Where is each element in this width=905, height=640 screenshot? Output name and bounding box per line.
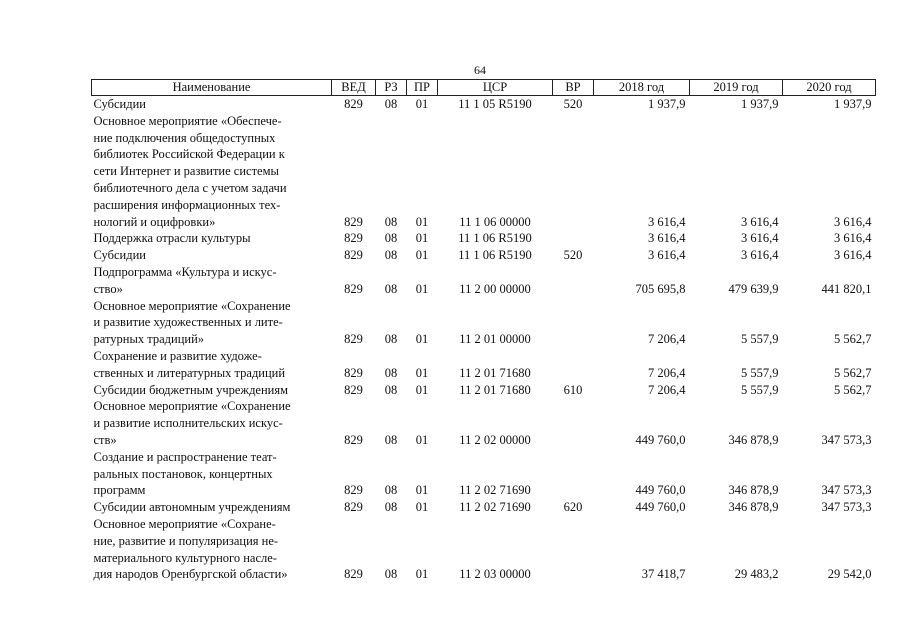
row-pr: 01 <box>415 214 429 229</box>
row-2020: 5 562,7 <box>834 365 872 380</box>
row-csr: 11 2 01 71680 <box>459 382 531 397</box>
col-header-pr: ПР <box>407 80 438 96</box>
row-pr: 01 <box>415 500 429 515</box>
row-vr: 620 <box>563 500 583 515</box>
row-ved: 829 <box>344 483 363 498</box>
row-2020: 29 542,0 <box>827 567 872 582</box>
col-header-rz: РЗ <box>376 80 407 96</box>
table-row <box>92 298 876 348</box>
row-rz: 08 <box>384 365 398 380</box>
row-name: Основное мероприятие «Сохранение и развитие художественных и лите- ратурных традиций» <box>93 298 291 347</box>
row-rz: 08 <box>384 214 398 229</box>
row-pr: 01 <box>415 567 429 582</box>
row-2020: 347 573,3 <box>821 500 872 515</box>
row-2019: 5 557,9 <box>741 332 779 347</box>
row-csr: 11 2 02 71690 <box>459 500 531 515</box>
row-csr: 11 1 05 R5190 <box>458 97 532 111</box>
row-csr: 11 1 06 00000 <box>459 214 531 229</box>
row-name: Сохранение и развитие художе- ственных и литературных традиций <box>93 348 286 380</box>
row-vr <box>553 230 594 247</box>
row-pr: 01 <box>415 365 429 380</box>
row-2019: 3 616,4 <box>741 248 779 263</box>
row-csr: 11 2 02 00000 <box>459 432 531 447</box>
row-2018: 705 695,8 <box>635 281 686 296</box>
row-2018: 3 616,4 <box>648 231 686 246</box>
row-2020: 347 573,3 <box>821 432 872 447</box>
row-vr: 610 <box>563 382 583 397</box>
row-2018: 7 206,4 <box>648 365 686 380</box>
row-2018: 7 206,4 <box>648 382 686 397</box>
col-header-2019: 2019 год <box>690 80 783 96</box>
table-row <box>92 230 876 247</box>
table-row <box>92 499 876 516</box>
row-2020: 347 573,3 <box>821 483 872 498</box>
row-pr: 01 <box>415 332 429 347</box>
row-pr: 01 <box>415 432 429 447</box>
row-rz: 08 <box>384 432 398 447</box>
row-ved: 829 <box>344 281 363 296</box>
row-name: Субсидии <box>93 97 146 111</box>
row-2018: 449 760,0 <box>635 500 686 515</box>
row-2019: 3 616,4 <box>741 231 779 246</box>
table-row <box>92 264 876 298</box>
row-ved: 829 <box>344 231 363 246</box>
col-header-2018: 2018 год <box>594 80 690 96</box>
row-2019: 1 937,9 <box>741 97 779 111</box>
row-2019: 479 639,9 <box>728 281 779 296</box>
row-vr <box>553 348 594 382</box>
row-rz: 08 <box>384 382 398 397</box>
row-ved: 829 <box>344 382 363 397</box>
row-vr <box>553 264 594 298</box>
row-vr: 520 <box>563 97 583 111</box>
row-2019: 5 557,9 <box>741 382 779 397</box>
row-pr: 01 <box>415 97 429 111</box>
page-number: 64 <box>474 63 486 77</box>
row-2020: 3 616,4 <box>834 214 872 229</box>
col-header-ved: ВЕД <box>332 80 376 96</box>
row-ved: 829 <box>344 97 363 111</box>
row-name: Подпрограмма «Культура и искус- ство» <box>93 264 277 296</box>
row-2019: 3 616,4 <box>741 214 779 229</box>
row-name: Субсидии бюджетным учреждениям <box>93 382 289 397</box>
row-2019: 346 878,9 <box>728 500 779 515</box>
row-ved: 829 <box>344 332 363 347</box>
row-name: Субсидии автономным учреждениям <box>93 500 291 515</box>
row-csr: 11 2 01 00000 <box>459 332 531 347</box>
table-row <box>92 382 876 399</box>
row-vr <box>553 516 594 583</box>
row-csr: 11 1 06 R5190 <box>458 248 532 263</box>
row-rz: 08 <box>384 231 398 246</box>
row-ved: 829 <box>344 365 363 380</box>
row-name: Субсидии <box>93 248 146 263</box>
row-2020: 3 616,4 <box>834 231 872 246</box>
row-2018: 1 937,9 <box>648 97 686 111</box>
row-rz: 08 <box>384 97 398 111</box>
table-row <box>92 348 876 382</box>
row-2020: 5 562,7 <box>834 382 872 397</box>
row-2018: 37 418,7 <box>641 567 686 582</box>
row-csr: 11 2 01 71680 <box>459 365 531 380</box>
row-rz: 08 <box>384 567 398 582</box>
row-2018: 449 760,0 <box>635 432 686 447</box>
row-2020: 5 562,7 <box>834 332 872 347</box>
row-2020: 1 937,9 <box>834 97 872 111</box>
row-ved: 829 <box>344 500 363 515</box>
table-row <box>92 516 876 583</box>
row-ved: 829 <box>344 432 363 447</box>
row-2018: 3 616,4 <box>648 214 686 229</box>
row-2019: 346 878,9 <box>728 483 779 498</box>
table-row <box>92 113 876 231</box>
table-row <box>92 398 876 448</box>
row-vr <box>553 449 594 499</box>
row-pr: 01 <box>415 382 429 397</box>
row-name: Поддержка отрасли культуры <box>93 231 251 246</box>
col-header-2020: 2020 год <box>783 80 876 96</box>
row-ved: 829 <box>344 214 363 229</box>
row-vr: 520 <box>563 248 583 263</box>
table-header <box>92 80 876 96</box>
row-ved: 829 <box>344 567 363 582</box>
col-header-vr: ВР <box>553 80 594 96</box>
row-ved: 829 <box>344 248 363 263</box>
row-2020: 3 616,4 <box>834 248 872 263</box>
row-name: Создание и распространение теат- ральных постановок, концертных программ <box>93 449 277 498</box>
table-row <box>92 247 876 264</box>
row-csr: 11 1 06 R5190 <box>458 231 532 246</box>
row-name: Основное мероприятие «Сохранение и развитие исполнительских искус- ств» <box>93 399 291 447</box>
row-name: Основное мероприятие «Обеспече- ние подключения общедоступных библиотек Российской Федерации к сети Интернет и развитие системы библиотечного дела с учетом задачи расширения информационных тех- нологий и оцифровки» <box>93 113 287 229</box>
row-vr <box>553 398 594 448</box>
row-2018: 449 760,0 <box>635 483 686 498</box>
row-name: Основное мероприятие «Сохране- ние, развитие и популяризация не- материального культурного насле- дия народов Оренбургской области» <box>93 516 288 582</box>
budget-table <box>91 79 876 583</box>
col-header-name: Наименование <box>92 80 332 96</box>
row-csr: 11 2 00 00000 <box>459 281 531 296</box>
row-pr: 01 <box>415 483 429 498</box>
row-vr <box>553 113 594 231</box>
row-vr <box>553 298 594 348</box>
row-2019: 5 557,9 <box>741 365 779 380</box>
row-2018: 3 616,4 <box>648 248 686 263</box>
table-row <box>92 449 876 499</box>
row-rz: 08 <box>384 281 398 296</box>
col-header-csr: ЦСР <box>438 80 553 96</box>
row-rz: 08 <box>384 500 398 515</box>
row-csr: 11 2 02 71690 <box>459 483 531 498</box>
row-2018: 7 206,4 <box>648 332 686 347</box>
table-body <box>92 96 876 584</box>
row-pr: 01 <box>415 248 429 263</box>
row-2020: 441 820,1 <box>821 281 872 296</box>
row-pr: 01 <box>415 231 429 246</box>
table-row <box>92 96 876 113</box>
row-pr: 01 <box>415 281 429 296</box>
row-2019: 346 878,9 <box>728 432 779 447</box>
row-2019: 29 483,2 <box>734 567 779 582</box>
row-rz: 08 <box>384 483 398 498</box>
row-rz: 08 <box>384 332 398 347</box>
row-rz: 08 <box>384 248 398 263</box>
row-csr: 11 2 03 00000 <box>459 567 531 582</box>
